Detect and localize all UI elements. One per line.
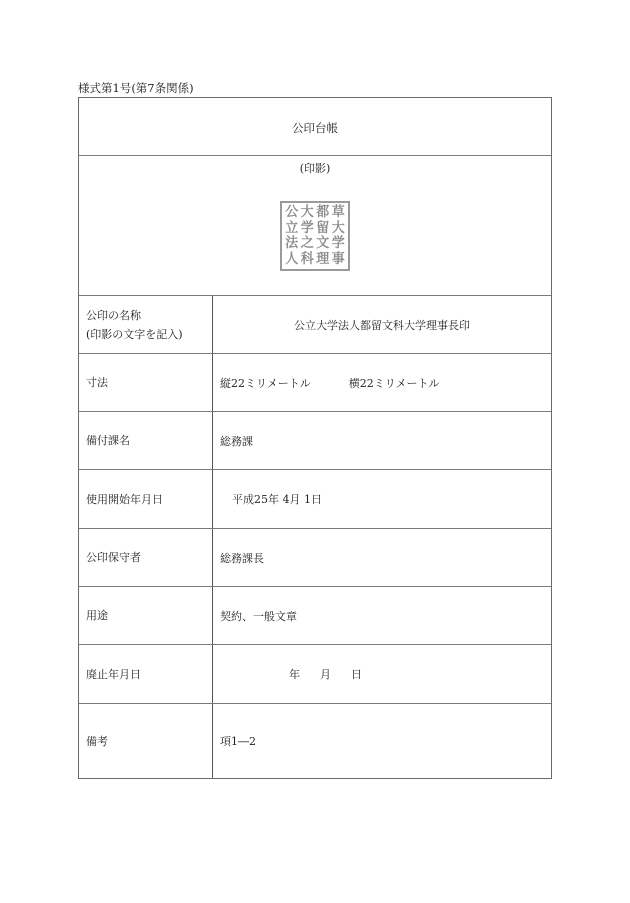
seal-char: 学 (300, 220, 314, 237)
seal-char: 立 (285, 220, 299, 237)
purpose-label: 用途 (79, 587, 213, 644)
seal-imprint-image (280, 201, 350, 271)
title-row (79, 98, 551, 156)
start-date-row (79, 470, 551, 529)
seal-name-label-line2: (印影の文字を記入) (86, 327, 183, 341)
remarks-value: 項1―2 (220, 735, 256, 748)
department-row (79, 412, 551, 470)
start-date-value: 平成25年 4月 1日 (232, 493, 322, 506)
abolition-date-value (213, 645, 551, 703)
remarks-label: 備考 (79, 704, 213, 778)
purpose-row (79, 587, 551, 645)
seal-name-row (79, 296, 551, 354)
seal-char: 事 (331, 251, 345, 268)
abolition-month: 月 (320, 668, 331, 681)
custodian-value: 総務課長 (220, 551, 264, 565)
custodian-label: 公印保守者 (79, 529, 213, 586)
start-date-label: 使用開始年月日 (79, 470, 213, 528)
dimensions-row (79, 354, 551, 412)
dimensions-value (213, 354, 551, 411)
seal-ledger-table (78, 97, 552, 779)
imprint-row (79, 156, 551, 296)
seal-name-value: 公立大学法人都留文科大学理事長印 (294, 318, 470, 332)
custodian-row (79, 529, 551, 587)
seal-char: 法 (285, 235, 299, 252)
ledger-title: 公印台帳 (292, 121, 338, 135)
imprint-label: (印影) (299, 162, 331, 175)
seal-char: 人 (285, 251, 299, 268)
seal-name-label (79, 296, 213, 353)
dimension-horizontal: 横22ミリメートル (348, 376, 440, 390)
form-caption: 様式第1号(第7条関係) (78, 81, 194, 95)
dimensions-label: 寸法 (79, 354, 213, 411)
dimension-vertical: 縦22ミリメートル (220, 376, 311, 390)
seal-char: 文 (316, 235, 330, 252)
seal-char: 留 (316, 220, 330, 237)
seal-char: 草 (331, 204, 345, 221)
seal-char: 大 (300, 204, 314, 221)
seal-char: 大 (331, 220, 345, 237)
seal-char: 之 (300, 235, 314, 252)
abolition-day: 日 (351, 668, 362, 681)
seal-char: 公 (285, 204, 299, 221)
abolition-date-row (79, 645, 551, 704)
seal-char: 科 (300, 251, 314, 268)
department-label: 備付課名 (79, 412, 213, 469)
seal-char: 理 (316, 251, 330, 268)
abolition-date-label: 廃止年月日 (79, 645, 213, 703)
seal-char: 学 (331, 235, 345, 252)
remarks-row (79, 704, 551, 778)
purpose-value: 契約、一般文章 (220, 609, 297, 623)
seal-char: 都 (316, 204, 330, 221)
abolition-year: 年 (289, 668, 300, 681)
department-value: 総務課 (220, 434, 253, 448)
seal-name-label-line1: 公印の名称 (86, 308, 141, 322)
